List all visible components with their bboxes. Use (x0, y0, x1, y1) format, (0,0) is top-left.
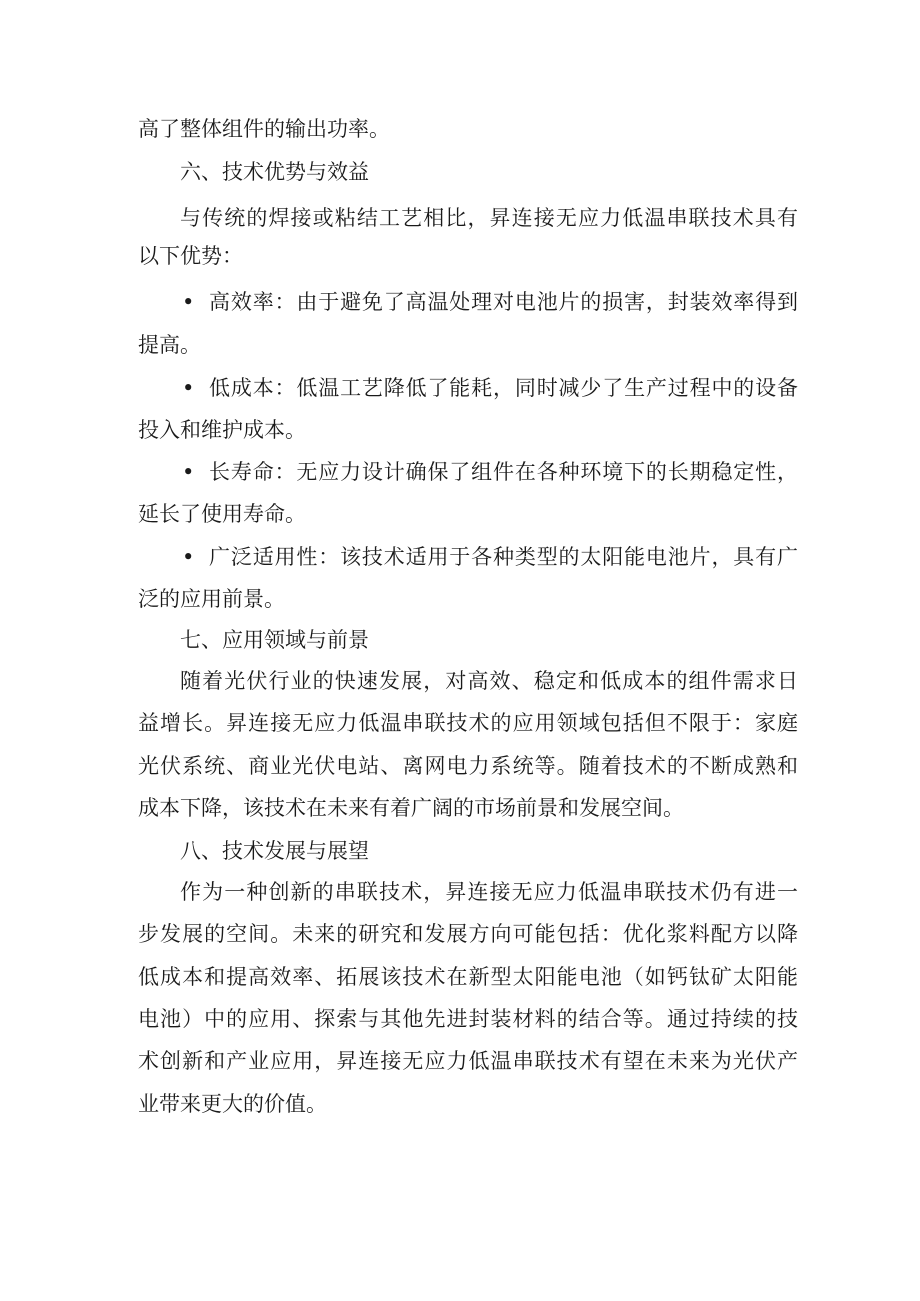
section-heading-7: 七、应用领域与前景 (180, 628, 369, 652)
bullet-line: 延长了使用寿命。 (138, 502, 306, 526)
bullet-icon: • (182, 545, 195, 569)
paragraph-line: 成本下降，该技术在未来有着广阔的市场前景和发展空间。 (138, 796, 684, 820)
paragraph-line: 作为一种创新的串联技术，昇连接无应力低温串联技术仍有进一 (180, 880, 798, 904)
bullet-line: 高效率：由于避免了高温处理对电池片的损害，封装效率得到 (209, 290, 798, 314)
paragraph-line: 益增长。昇连接无应力低温串联技术的应用领域包括但不限于：家庭 (138, 711, 798, 735)
bullet-line: 长寿命：无应力设计确保了组件在各种环境下的长期稳定性， (209, 460, 798, 484)
bullet-icon: • (182, 460, 195, 484)
bullet-icon: • (182, 290, 195, 314)
paragraph-line: 业带来更大的价值。 (138, 1092, 327, 1116)
paragraph-line: 术创新和产业应用，昇连接无应力低温串联技术有望在未来为光伏产 (138, 1049, 798, 1073)
bullet-icon: • (182, 376, 195, 400)
paragraph-line: 电池）中的应用、探索与其他先进封装材料的结合等。通过持续的技 (138, 1007, 798, 1031)
paragraph-line: 步发展的空间。未来的研究和发展方向可能包括：优化浆料配方以降 (138, 922, 798, 946)
section-heading-8: 八、技术发展与展望 (180, 839, 369, 863)
paragraph-line: 随着光伏行业的快速发展，对高效、稳定和低成本的组件需求日 (180, 669, 798, 693)
bullet-line: 泛的应用前景。 (138, 587, 285, 611)
paragraph-line: 低成本和提高效率、拓展该技术在新型太阳能电池（如钙钛矿太阳能 (138, 965, 798, 989)
paragraph-line: 与传统的焊接或粘结工艺相比，昇连接无应力低温串联技术具有 (180, 206, 798, 230)
paragraph-line: 光伏系统、商业光伏电站、离网电力系统等。随着技术的不断成熟和 (138, 754, 798, 778)
paragraph-line: 高了整体组件的输出功率。 (138, 117, 390, 141)
section-heading-6: 六、技术优势与效益 (180, 160, 369, 184)
bullet-line: 低成本：低温工艺降低了能耗，同时减少了生产过程中的设备 (209, 376, 798, 400)
paragraph-line: 以下优势： (138, 244, 243, 268)
bullet-line: 投入和维护成本。 (138, 418, 306, 442)
bullet-line: 提高。 (138, 333, 201, 357)
bullet-line: 广泛适用性：该技术适用于各种类型的太阳能电池片，具有广 (209, 545, 798, 569)
